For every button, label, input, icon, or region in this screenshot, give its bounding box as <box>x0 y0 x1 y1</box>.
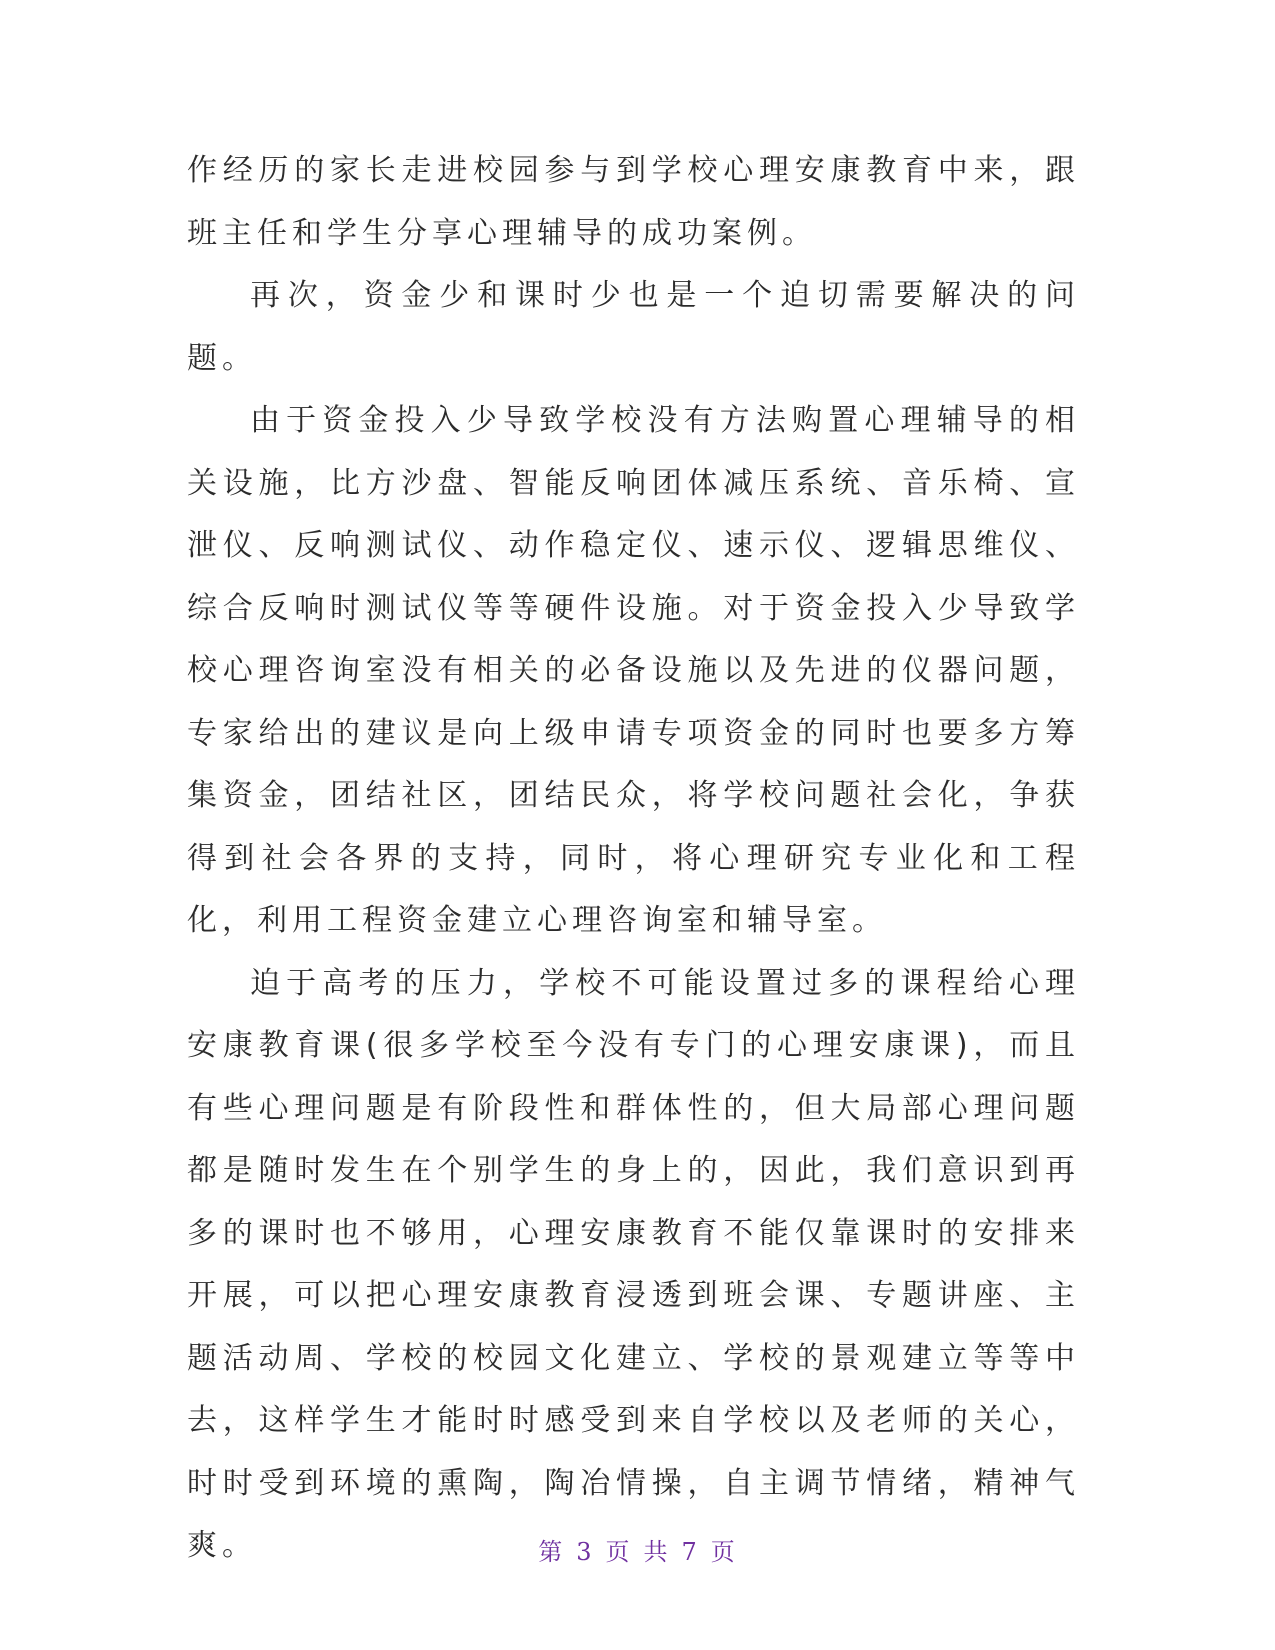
paragraph-funding-intro: 再次，资金少和课时少也是一个迫切需要解决的问题。 <box>187 278 1080 376</box>
page-number-footer <box>0 1532 1275 1567</box>
footer-label-ye: 页 <box>605 1538 632 1566</box>
paragraph-continuation: 作经历的家长走进校园参与到学校心理安康教育中来，跟班主任和学生分享心理辅导的成功案例。 <box>187 153 1080 251</box>
footer-label-gong: 共 <box>643 1538 670 1566</box>
footer-current-page: 3 <box>576 1538 594 1566</box>
footer-total-pages: 7 <box>681 1538 699 1566</box>
paragraph-funding-detail: 由于资金投入少导致学校没有方法购置心理辅导的相关设施，比方沙盘、智能反响团体减压系统、音乐椅、宣泄仪、反响测试仪、动作稳定仪、速示仪、逻辑思维仪、综合反响时测试仪等等硬件设施。对于资金投入少导致学校心理咨询室没有相关的必备设施以及先进的仪器问题，专家给出的建议是向上级申请专项资金的同时也要多方筹集资金，团结社区，团结民众，将学校问题社会化，争获得到社会各界的支持，同时，将心理研究专业化和工程化，利用工程资金建立心理咨询室和辅导室。 <box>187 403 1080 938</box>
footer-label-ye-2: 页 <box>710 1538 737 1566</box>
document-body <box>187 140 1080 1578</box>
footer-label-di: 第 <box>538 1538 565 1566</box>
paragraph-class-hours: 迫于高考的压力，学校不可能设置过多的课程给心理安康教育课(很多学校至今没有专门的心理安康课)，而且有些心理问题是有阶段性和群体性的，但大局部心理问题都是随时发生在个别学生的身上的，因此，我们意识到再多的课时也不够用，心理安康教育不能仅靠课时的安排来开展，可以把心理安康教育浸透到班会课、专题讲座、主题活动周、学校的校园文化建立、学校的景观建立等等中去，这样学生才能时时感受到来自学校以及老师的关心，时时受到环境的熏陶，陶冶情操，自主调节情绪，精神气爽。 <box>187 965 1080 1563</box>
